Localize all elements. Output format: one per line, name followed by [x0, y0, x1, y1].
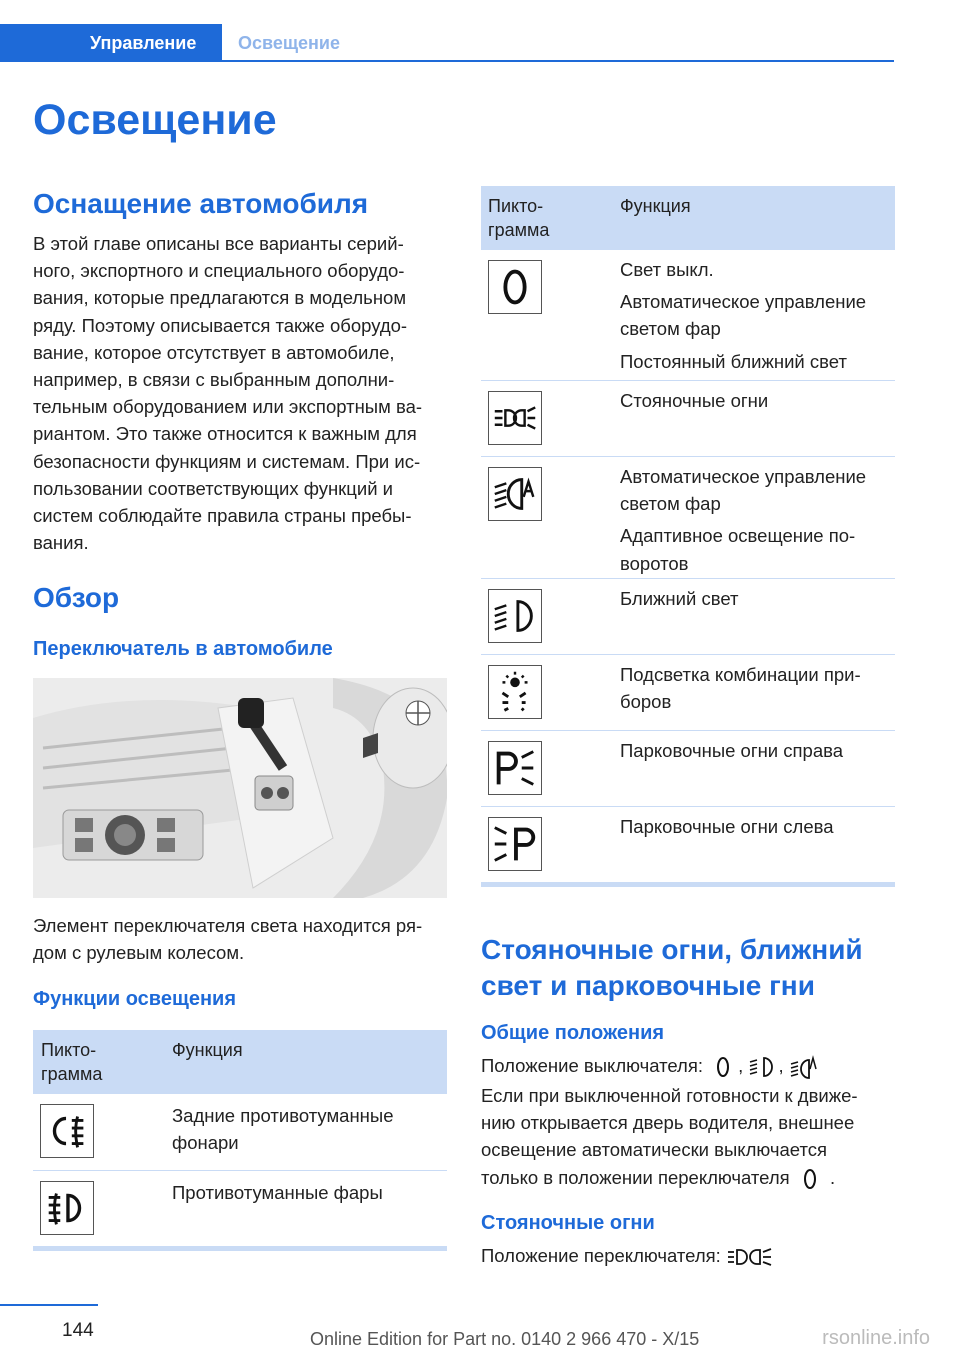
parking-lowbeam-heading: [481, 932, 863, 1004]
text-line: тельным оборудованием или экспортным ва-: [33, 396, 423, 418]
switch-caption: [33, 912, 453, 966]
table-header: [33, 1030, 447, 1094]
header-function: Функция: [172, 1040, 243, 1060]
text-line: пользовании соответствующих функций и: [33, 477, 394, 499]
table-bottom-border: [33, 1246, 447, 1251]
overview-heading: Обзор: [33, 582, 120, 613]
text-line: светом фар: [620, 318, 721, 340]
text-line: вания.: [33, 532, 89, 554]
text-line: например, в связи с выбранным дополни-: [33, 369, 395, 391]
function-text: [620, 387, 768, 414]
switch-heading: Переключатель в автомобиле: [33, 638, 333, 660]
rear-fog-light-icon: [40, 1104, 94, 1158]
header-pictogram-line: Пикто-: [41, 1040, 97, 1060]
text-line: Противотуманные фары: [172, 1182, 383, 1203]
watermark: rsonline.info: [822, 1327, 930, 1349]
parking-lights-icon: [726, 1244, 776, 1270]
table-row: [481, 250, 895, 380]
function-text: [620, 256, 866, 375]
lighting-functions-table-left: [33, 1030, 447, 1252]
header-divider: [222, 60, 894, 62]
table-row: [481, 456, 895, 579]
tab-lighting[interactable]: [238, 24, 340, 62]
equipment-paragraph: [33, 230, 453, 556]
table-header: [481, 186, 895, 250]
text-line: Автоматическое управление: [620, 466, 867, 487]
parking-switch-label: Положение переключателя:: [481, 1245, 721, 1266]
text-line-with-icon: [481, 1164, 901, 1192]
text-line: воротов: [620, 552, 689, 574]
header-function: Функция: [620, 196, 691, 216]
zero-position-icon: [488, 260, 542, 314]
auto-headlight-icon: [488, 467, 542, 521]
text-line: Задние противотуманные: [172, 1105, 394, 1126]
table-row: [481, 654, 895, 731]
table-row: [481, 578, 895, 655]
heading-line: Стояночные огни, ближний: [481, 934, 863, 965]
table-row: [33, 1170, 447, 1247]
low-beam-icon: [488, 589, 542, 643]
text-line: систем соблюдайте правила страны пребы-: [33, 505, 412, 527]
text-line: Автоматическое управление: [620, 291, 867, 313]
text-line: Элемент переключателя света находится ря-: [33, 915, 423, 936]
parking-lights-icon: [488, 391, 542, 445]
tab-active-label: Управление: [90, 33, 197, 53]
function-text: [172, 1102, 394, 1156]
light-switch-photo: [33, 678, 447, 898]
parking-light-right-icon: [488, 741, 542, 795]
parking-light-left-icon: [488, 817, 542, 871]
text-line: В этой главе описаны все варианты серий-: [33, 233, 404, 254]
header-pictogram-line: грамма: [41, 1064, 103, 1084]
text-line: освещение автоматически выключается: [481, 1139, 827, 1161]
text-line: риантом. Это также относится к важным для: [33, 423, 417, 445]
zero-position-icon: [708, 1054, 738, 1080]
general-heading: Общие положения: [481, 1022, 665, 1044]
text-line: боров: [620, 691, 672, 713]
text-line: безопасности функциям и системам. При ис-: [33, 450, 421, 472]
tab-active-controls[interactable]: [0, 24, 222, 62]
text-line: Парковочные огни справа: [620, 740, 844, 761]
door-paragraph: [481, 1082, 901, 1192]
text-line: Если при выключенной готовности к движе-: [481, 1085, 858, 1106]
table-row: [481, 730, 895, 807]
text-line: Адаптивное освещение по-: [620, 525, 856, 547]
parking-switch-line: [481, 1242, 901, 1270]
table-row: [33, 1094, 447, 1170]
edition-text: Online Edition for Part no. 0140 2 966 470 - X/15: [310, 1329, 700, 1349]
function-text: [620, 463, 866, 577]
functions-heading: Функции освещения: [33, 988, 236, 1010]
page-title: Освещение: [33, 96, 277, 144]
text-line: Стояночные огни: [620, 390, 769, 411]
parking-lights-heading: Стояночные огни: [481, 1212, 655, 1234]
text-line: только в положении переключателя: [481, 1166, 790, 1188]
auto-headlight-icon: [789, 1054, 819, 1080]
front-fog-light-icon: [40, 1181, 94, 1235]
lighting-functions-table-right: [481, 186, 895, 890]
function-text: [620, 661, 861, 715]
header-pictogram-line: Пикто-: [488, 196, 544, 216]
text-line: Ближний свет: [620, 588, 739, 609]
separator: ,: [738, 1055, 744, 1076]
text-line: светом фар: [620, 493, 721, 515]
instrument-lighting-icon: [488, 665, 542, 719]
text-line: дом с рулевым колесом.: [33, 942, 245, 964]
switch-positions-label: Положение выключателя:: [481, 1055, 704, 1076]
line-end: .: [829, 1166, 836, 1188]
text-line: нию открывается дверь водителя, внешнее: [481, 1112, 855, 1134]
page-number: 144: [62, 1320, 94, 1341]
text-line: Парковочные огни слева: [620, 816, 834, 837]
heading-line: свет и парковочные гни: [481, 970, 815, 1001]
page-number-line: [0, 1304, 98, 1306]
text-line: Подсветка комбинации при-: [620, 664, 861, 685]
header-pictogram: [488, 194, 549, 242]
function-text: [620, 737, 843, 764]
zero-position-icon: [795, 1166, 825, 1192]
text-line: Постоянный ближний свет: [620, 350, 847, 372]
text-line: вания, которые предлагаются в модельном: [33, 287, 407, 309]
text-line: вание, которое отсутствует в автомобиле,: [33, 341, 395, 363]
separator: ,: [778, 1055, 784, 1076]
function-text: [172, 1179, 383, 1206]
table-row: [481, 380, 895, 457]
header-pictogram: [41, 1038, 102, 1086]
text-line: ряду. Поэтому описывается также оборудо-: [33, 314, 408, 336]
switch-positions-line: [481, 1052, 901, 1080]
low-beam-icon: [748, 1054, 778, 1080]
equipment-heading: Оснащение автомобиля: [33, 188, 369, 219]
table-bottom-border: [481, 882, 895, 887]
header-pictogram-line: грамма: [488, 220, 550, 240]
text-line: фонари: [172, 1132, 239, 1154]
function-text: [620, 585, 738, 612]
table-row: [481, 806, 895, 883]
text-line: ного, экспортного и специального оборудо-: [33, 260, 405, 282]
text-line: Свет выкл.: [620, 259, 714, 280]
tab-lighting-label: Освещение: [238, 33, 340, 53]
function-text: [620, 813, 834, 840]
